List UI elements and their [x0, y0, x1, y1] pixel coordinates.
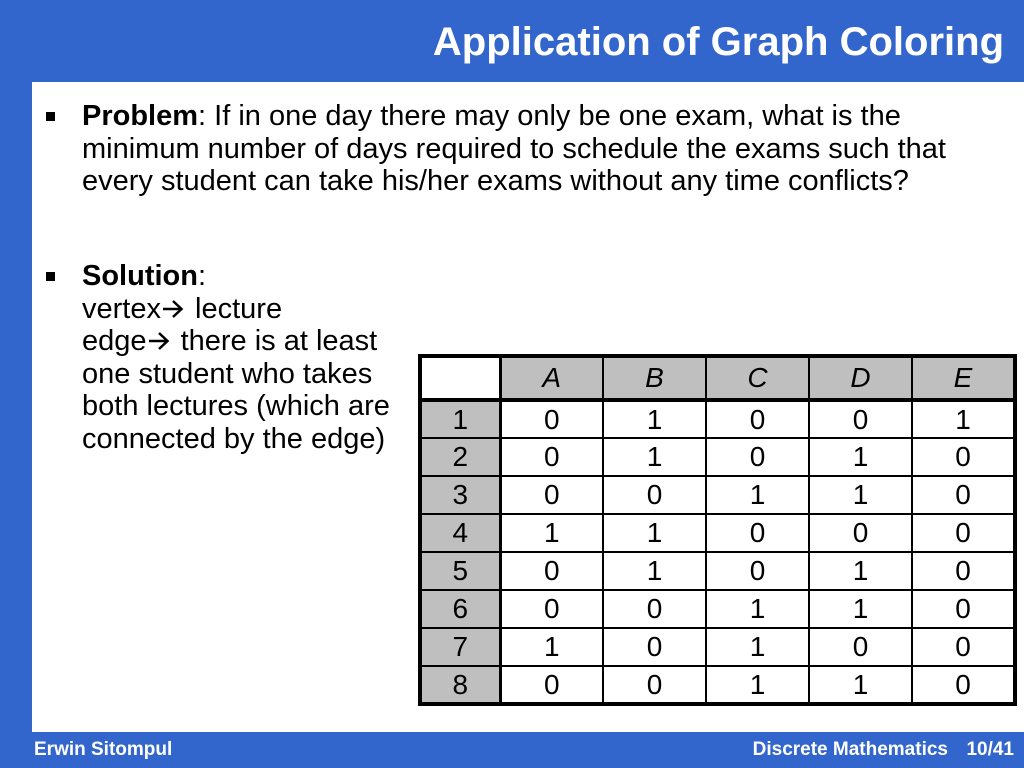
- table-cell: 1: [500, 514, 603, 552]
- table-row: [420, 590, 1015, 628]
- table-cell: 0: [706, 552, 809, 590]
- table-cell: 0: [500, 476, 603, 514]
- table-cell: 0: [912, 590, 1015, 628]
- table-cell: 1: [809, 666, 912, 704]
- table-corner-cell: [420, 356, 500, 400]
- table-cell: 0: [500, 552, 603, 590]
- table-cell: 0: [603, 590, 706, 628]
- row-label: 6: [420, 590, 500, 628]
- student-lecture-table: [418, 354, 1017, 706]
- table-cell: 0: [500, 400, 603, 438]
- column-header: E: [912, 356, 1015, 400]
- footer-course: Discrete Mathematics: [752, 739, 948, 760]
- table-cell: 1: [809, 476, 912, 514]
- table-cell: 1: [912, 400, 1015, 438]
- column-header: C: [706, 356, 809, 400]
- footer: [0, 732, 1024, 768]
- table-cell: 0: [603, 476, 706, 514]
- problem-text: : If in one day there may only be one exam, what is the minimum number of days required to schedule the exams such that every student can take his/her exams without any time conflicts?: [82, 100, 946, 197]
- square-bullet-icon: [46, 272, 55, 281]
- table-cell: 0: [603, 628, 706, 666]
- table-cell: 1: [603, 514, 706, 552]
- solution-colon: :: [197, 260, 207, 292]
- slide-title: Application of Graph Coloring: [432, 20, 1004, 64]
- table-cell: 0: [500, 590, 603, 628]
- table-cell: 1: [809, 438, 912, 476]
- table-cell: 0: [809, 400, 912, 438]
- table-cell: 0: [809, 514, 912, 552]
- solution-label: Solution: [82, 260, 198, 292]
- table-row: [420, 514, 1015, 552]
- row-label: 8: [420, 666, 500, 704]
- table-cell: 1: [706, 476, 809, 514]
- table-cell: 0: [912, 476, 1015, 514]
- right-arrow-icon: [148, 331, 170, 351]
- table-cell: 0: [706, 514, 809, 552]
- table-cell: 0: [912, 438, 1015, 476]
- table-row: [420, 438, 1015, 476]
- table-row: [420, 476, 1015, 514]
- table-cell: 0: [706, 438, 809, 476]
- square-bullet-icon: [46, 112, 55, 121]
- right-arrow-icon: [162, 299, 184, 319]
- row-label: 1: [420, 400, 500, 438]
- problem-label: Problem: [82, 100, 199, 132]
- row-label: 7: [420, 628, 500, 666]
- row-label: 3: [420, 476, 500, 514]
- table-cell: 0: [912, 628, 1015, 666]
- page-number: 10/41: [966, 739, 1014, 760]
- table-cell: 0: [706, 400, 809, 438]
- row-label: 5: [420, 552, 500, 590]
- table-cell: 1: [603, 438, 706, 476]
- row-label: 2: [420, 438, 500, 476]
- table-row: [420, 666, 1015, 704]
- edge-meaning: there is at least one student who takes both lectures (which are connected by the edge): [82, 325, 390, 455]
- footer-author: Erwin Sitompul: [34, 739, 173, 760]
- title-bar: [0, 0, 1024, 82]
- table-cell: 1: [706, 628, 809, 666]
- table-cell: 1: [603, 400, 706, 438]
- table-cell: 0: [500, 666, 603, 704]
- table-cell: 0: [912, 514, 1015, 552]
- vertex-meaning: lecture: [186, 292, 283, 325]
- table-row: [420, 400, 1015, 438]
- table-cell: 1: [500, 628, 603, 666]
- table-row: [420, 628, 1015, 666]
- table-row: [420, 552, 1015, 590]
- table-cell: 1: [706, 666, 809, 704]
- column-header: D: [809, 356, 912, 400]
- solution-text-block: [82, 260, 412, 455]
- table-header-row: [420, 356, 1015, 400]
- table-cell: 1: [603, 552, 706, 590]
- edge-term: edge: [82, 325, 147, 357]
- row-label: 4: [420, 514, 500, 552]
- table-cell: 0: [912, 552, 1015, 590]
- column-header: A: [500, 356, 603, 400]
- table-cell: 0: [500, 438, 603, 476]
- table-cell: 1: [809, 552, 912, 590]
- vertex-term: vertex: [82, 292, 161, 325]
- table-cell: 1: [809, 590, 912, 628]
- table-cell: 0: [603, 666, 706, 704]
- table-cell: 0: [809, 628, 912, 666]
- table-cell: 0: [912, 666, 1015, 704]
- table-cell: 1: [706, 590, 809, 628]
- column-header: B: [603, 356, 706, 400]
- problem-text-block: [82, 100, 1017, 198]
